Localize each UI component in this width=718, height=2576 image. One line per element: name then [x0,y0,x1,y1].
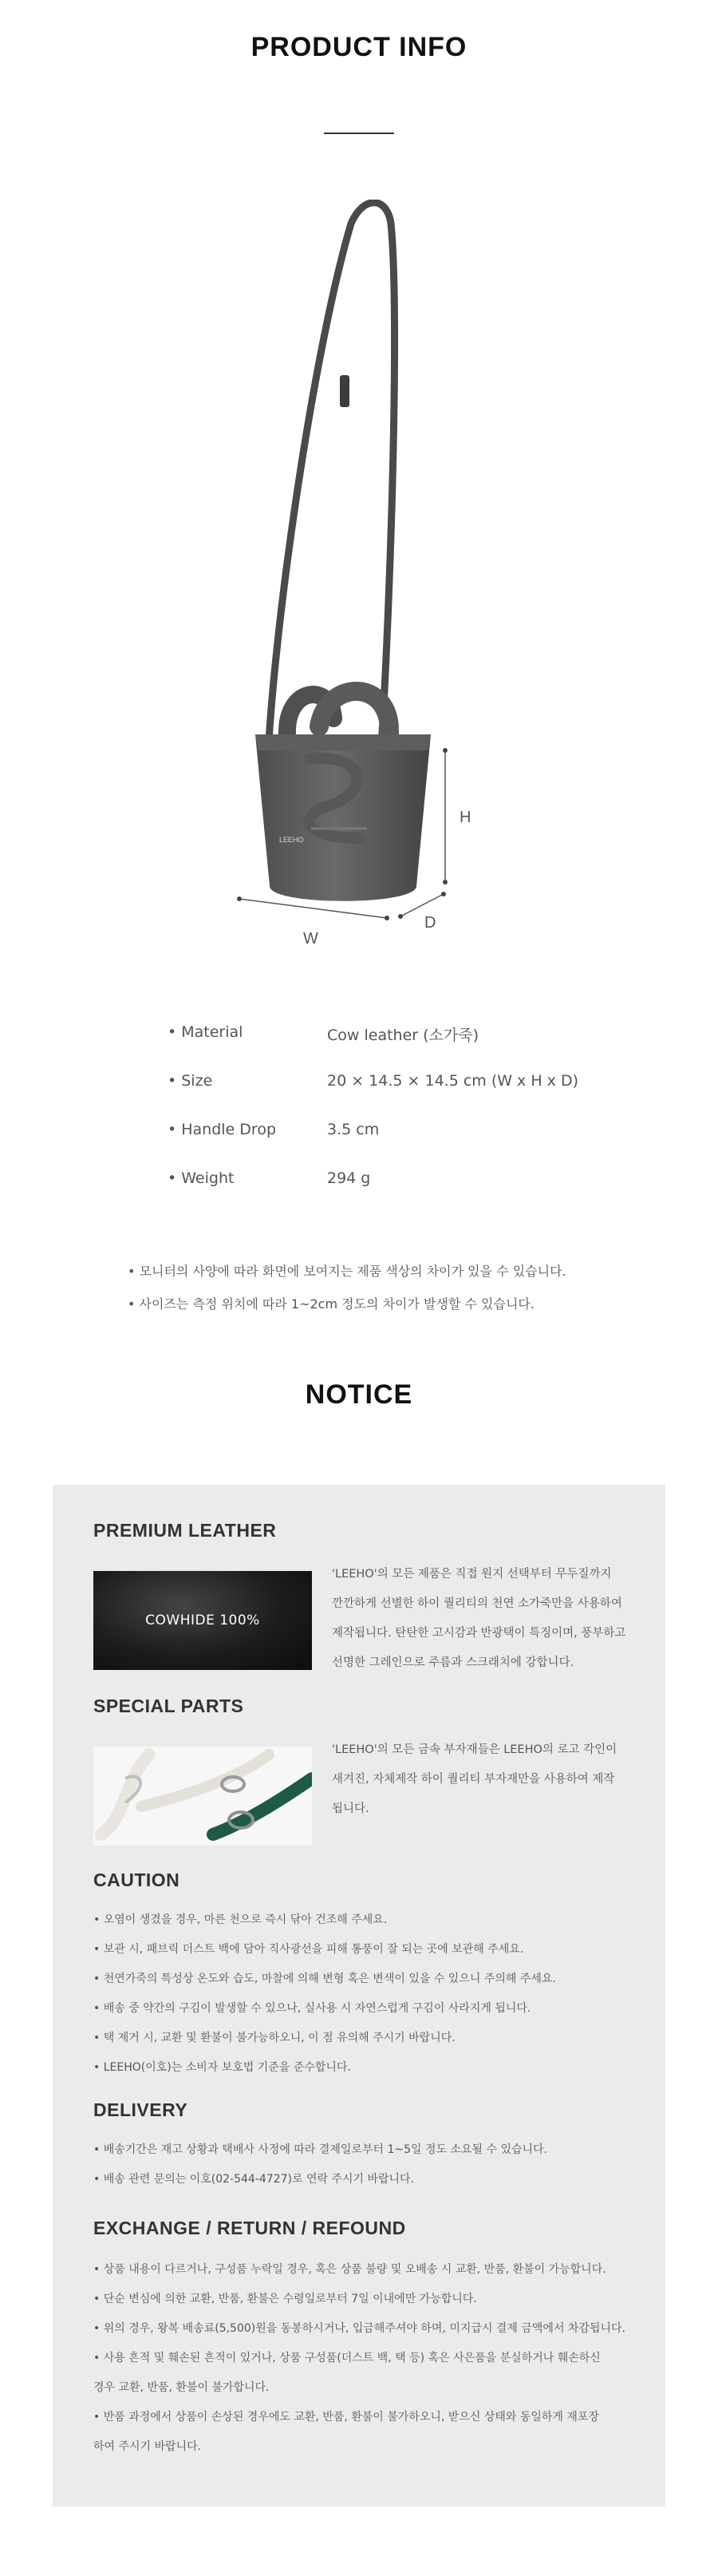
exchange-item-continuation: 하여 주시기 바랍니다. [93,2440,202,2453]
text-line: 새겨진, 자체제작 하이 퀄리티 부자재만을 사용하여 제작 [332,1773,615,1786]
caution-item: • LEEHO(이호)는 소비자 보호법 기준을 준수합니다. [93,2059,636,2088]
premium-leather-text [332,1560,635,1678]
exchange-item: • 상품 내용이 다르거나, 구성품 누락일 경우, 혹은 상품 불량 및 오배송 시 교환, 반품, 환불이 가능합니다. [93,2261,636,2290]
notice-panel [53,1485,665,2507]
cowhide-image [93,1571,312,1670]
product-info-title: PRODUCT INFO [251,32,467,62]
special-parts-heading: SPECIAL PARTS [93,1696,244,1716]
premium-leather-heading: PREMIUM LEATHER [93,1520,277,1541]
disclaimer-item: • 사이즈는 측정 위치에 따라 1~2cm 정도의 차이가 발생할 수 있습니다. [128,1294,638,1327]
caution-item: • 오염이 생겼을 경우, 마른 천으로 즉시 닦아 건조해 주세요. [93,1911,636,1941]
spec-list [168,1023,614,1218]
caution-heading: CAUTION [93,1870,180,1890]
exchange-item: • 사용 흔적 및 훼손된 흔적이 있거나, 상품 구성품(더스트 백, 택 등) 혹은 사은품을 분실하거나 훼손하신 [93,2349,636,2379]
delivery-heading: DELIVERY [93,2099,188,2120]
spec-row-handle-drop [168,1121,614,1169]
delivery-list [93,2141,636,2200]
caution-item: • 택 제거 시, 교환 및 환불이 불가능하오니, 이 점 유의해 주시기 바랍니다. [93,2029,636,2059]
width-dimension-line [239,899,387,918]
caution-item: • 보관 시, 패브릭 더스트 백에 담아 직사광선을 피해 통풍이 잘 되는 곳에 보관해 주세요. [93,1941,636,1970]
spec-value: Cow leather (소가죽) [327,1027,479,1044]
notice-title: NOTICE [305,1379,413,1410]
text-line: 됩니다. [332,1802,369,1815]
text-line: 제작됩니다. 탄탄한 고시감과 반광택이 특징이며, 풍부하고 [332,1627,626,1640]
disclaimer-item: • 모니터의 사양에 따라 화면에 보여지는 제품 색상의 차이가 있을 수 있습니다. [128,1261,638,1294]
text-line: 'LEEHO'의 모든 제품은 직접 원지 선택부터 무두질까지 [332,1568,612,1581]
disclaimer-list [128,1261,638,1327]
spec-value: 20 × 14.5 × 14.5 cm (W x H x D) [327,1072,578,1090]
spec-value: 294 g [327,1169,371,1187]
title-divider [324,133,394,134]
spec-row-size [168,1072,614,1121]
exchange-item: • 위의 경우, 왕복 배송료(5,500)원을 동봉하시거나, 입금해주셔야 하며, 미지급시 결제 금액에서 차감됩니다. [93,2320,636,2349]
exchange-item-continuation: 경우 교환, 반품, 환불이 불가합니다. [93,2381,270,2394]
bag-logo-mark: LEEHO [279,836,304,844]
spec-row-weight [168,1169,614,1218]
height-label: H [460,809,471,826]
caution-item: • 천연가죽의 특성상 온도와 습도, 마찰에 의해 변형 혹은 변색이 있을 수 있으니 주의해 주세요. [93,1970,636,2000]
delivery-item: • 배송기간은 재고 상황과 택배사 사정에 따라 결제일로부터 1~5일 정도 소요될 수 있습니다. [93,2141,636,2170]
spec-label: • Size [168,1072,327,1090]
exchange-list [93,2261,636,2467]
caution-list [93,1911,636,2088]
strap-buckle [340,375,349,407]
delivery-item: • 배송 관련 문의는 이호(02-544-4727)로 연락 주시기 바랍니다. [93,2170,636,2200]
caution-item: • 배송 중 약간의 구김이 발생할 수 있으나, 실사용 시 자연스럽게 구김이 사라지게 됩니다. [93,2000,636,2029]
spec-row-material [168,1023,614,1072]
text-line: 'LEEHO'의 모든 금속 부자재들은 LEEHO의 로고 각인이 [332,1743,617,1756]
special-parts-text [332,1735,635,1824]
width-label: W [303,930,318,948]
exchange-item: • 단순 변심에 의한 교환, 반품, 환불은 수령일로부터 7일 이내에만 가능합니다. [93,2290,636,2320]
exchange-item: • 반품 과정에서 상품이 손상된 경우에도 교환, 반품, 환불이 불가하오니, 받으신 상태와 동일하게 재포장 [93,2408,636,2438]
exchange-heading: EXCHANGE / RETURN / REFOUND [93,2218,406,2238]
spec-value: 3.5 cm [327,1121,380,1138]
bag-product-image [191,200,527,966]
depth-label: D [424,914,436,932]
spec-label: • Material [168,1023,327,1041]
cowhide-label: COWHIDE 100% [145,1612,260,1628]
spec-label: • Weight [168,1169,327,1187]
text-line: 선명한 그레인으로 주름과 스크래치에 강합니다. [332,1656,574,1669]
text-line: 깐깐하게 선별한 하이 퀄리티의 천연 소가죽만을 사용하여 [332,1597,622,1610]
depth-dimension-line [400,894,444,916]
hardware-parts-image [93,1747,312,1846]
bag-handle-right [319,691,389,733]
spec-label: • Handle Drop [168,1121,327,1138]
